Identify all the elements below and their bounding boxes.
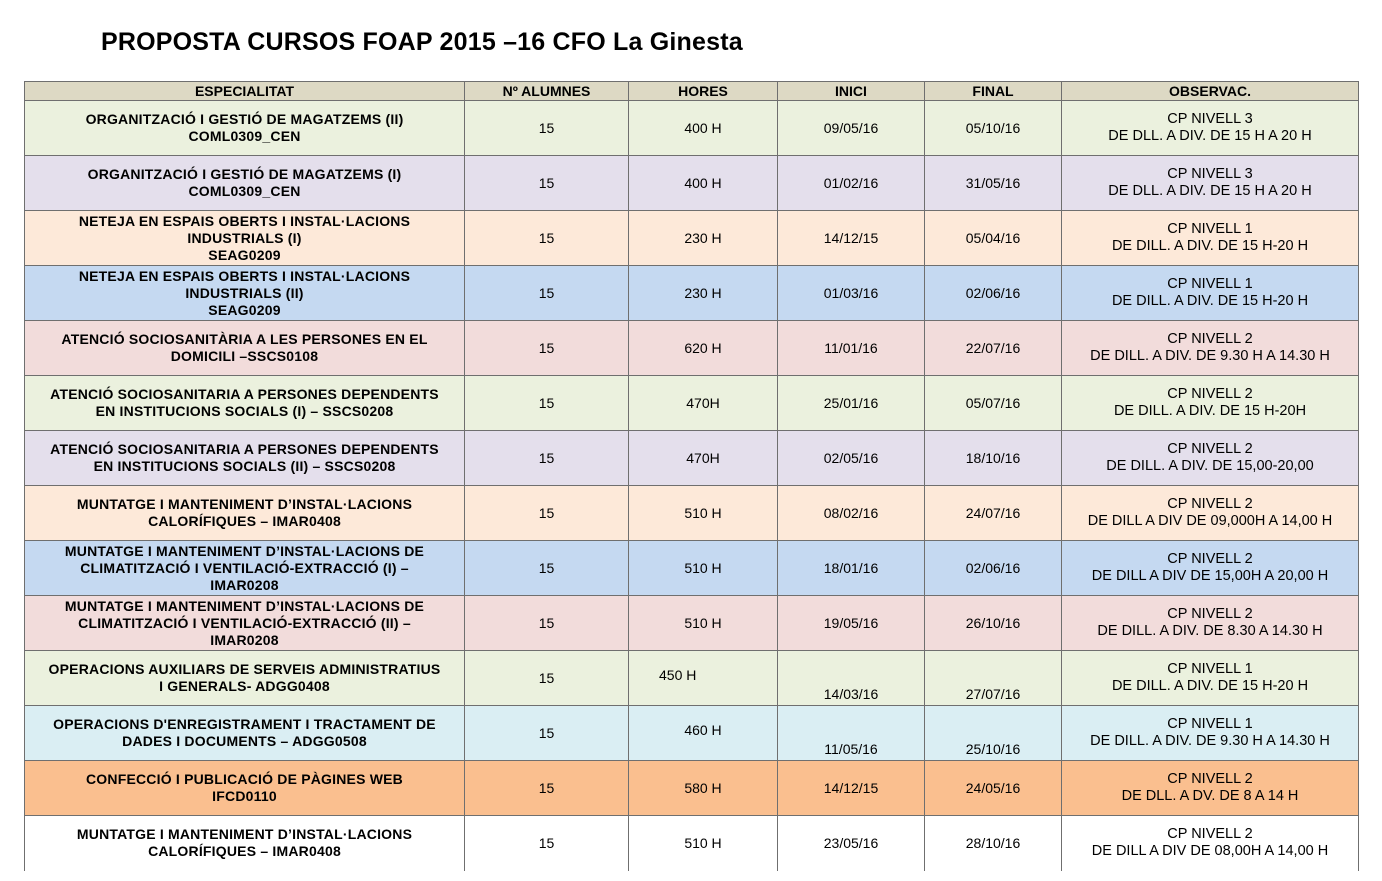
cell-especialitat: ORGANITZACIÓ I GESTIÓ DE MAGATZEMS (I) COML0309_CEN [25,156,465,211]
header-especialitat: ESPECIALITAT [25,82,465,101]
cell-especialitat: MUNTATGE I MANTENIMENT D’INSTAL·LACIONS CALORÍFIQUES – IMAR0408 [25,816,465,871]
cell-observac: CP NIVELL 1 DE DILL. A DIV. DE 15 H-20 H [1062,651,1359,706]
cell-final: 31/05/16 [925,156,1062,211]
cell-inici: 01/03/16 [778,266,925,321]
table-row [25,431,1359,486]
cell-hores: 470H [629,376,778,431]
cell-alumnes: 15 [465,431,629,486]
page-title: PROPOSTA CURSOS FOAP 2015 –16 CFO La Ginesta [101,28,743,56]
cell-alumnes: 15 [465,596,629,651]
cell-inici: 01/02/16 [778,156,925,211]
cell-alumnes: 15 [465,321,629,376]
cell-inici: 09/05/16 [778,101,925,156]
cell-hores: 450 H [629,651,778,706]
table-row [25,651,1359,706]
courses-table [24,81,1359,871]
cell-observac: CP NIVELL 1 DE DILL. A DIV. DE 9.30 H A 14.30 H [1062,706,1359,761]
cell-observac: CP NIVELL 2 DE DILL. A DIV. DE 8.30 A 14.30 H [1062,596,1359,651]
table-row [25,486,1359,541]
table-header-row [25,82,1359,101]
cell-observac: CP NIVELL 2 DE DLL. A DV. DE 8 A 14 H [1062,761,1359,816]
cell-observac: CP NIVELL 2 DE DILL A DIV DE 08,00H A 14,00 H [1062,816,1359,871]
header-hores: HORES [629,82,778,101]
cell-alumnes: 15 [465,156,629,211]
table-row [25,541,1359,596]
header-alumnes: Nº ALUMNES [465,82,629,101]
cell-alumnes: 15 [465,541,629,596]
cell-observac: CP NIVELL 2 DE DILL A DIV DE 15,00H A 20,00 H [1062,541,1359,596]
cell-final: 05/07/16 [925,376,1062,431]
cell-hores: 460 H [629,706,778,761]
cell-especialitat: NETEJA EN ESPAIS OBERTS I INSTAL·LACIONS INDUSTRIALS (I) SEAG0209 [25,211,465,266]
cell-inici: 23/05/16 [778,816,925,871]
cell-inici: 11/01/16 [778,321,925,376]
cell-final: 24/07/16 [925,486,1062,541]
cell-inici: 02/05/16 [778,431,925,486]
cell-alumnes: 15 [465,101,629,156]
table-row [25,101,1359,156]
cell-inici: 14/12/15 [778,761,925,816]
cell-especialitat: OPERACIONS D'ENREGISTRAMENT I TRACTAMENT DE DADES I DOCUMENTS – ADGG0508 [25,706,465,761]
cell-hores: 510 H [629,596,778,651]
table-row [25,596,1359,651]
cell-inici: 14/12/15 [778,211,925,266]
cell-inici: 11/05/16 [778,706,925,761]
table-row [25,156,1359,211]
cell-especialitat: ORGANITZACIÓ I GESTIÓ DE MAGATZEMS (II) COML0309_CEN [25,101,465,156]
cell-hores: 230 H [629,266,778,321]
cell-hores: 510 H [629,541,778,596]
cell-especialitat: MUNTATGE I MANTENIMENT D’INSTAL·LACIONS DE CLIMATITZACIÓ I VENTILACIÓ-EXTRACCIÓ (II) – IMAR0208 [25,596,465,651]
cell-especialitat: CONFECCIÓ I PUBLICACIÓ DE PÀGINES WEB IFCD0110 [25,761,465,816]
cell-observac: CP NIVELL 2 DE DILL. A DIV. DE 15 H-20H [1062,376,1359,431]
cell-final: 05/04/16 [925,211,1062,266]
cell-observac: CP NIVELL 2 DE DILL. A DIV. DE 15,00-20,00 [1062,431,1359,486]
cell-especialitat: OPERACIONS AUXILIARS DE SERVEIS ADMINISTRATIUS I GENERALS- ADGG0408 [25,651,465,706]
cell-inici: 19/05/16 [778,596,925,651]
cell-alumnes: 15 [465,376,629,431]
header-final: FINAL [925,82,1062,101]
cell-inici: 25/01/16 [778,376,925,431]
cell-final: 25/10/16 [925,706,1062,761]
cell-observac: CP NIVELL 3 DE DLL. A DIV. DE 15 H A 20 H [1062,101,1359,156]
cell-especialitat: MUNTATGE I MANTENIMENT D’INSTAL·LACIONS CALORÍFIQUES – IMAR0408 [25,486,465,541]
cell-hores: 620 H [629,321,778,376]
cell-inici: 14/03/16 [778,651,925,706]
cell-hores: 580 H [629,761,778,816]
cell-final: 18/10/16 [925,431,1062,486]
cell-hores: 510 H [629,486,778,541]
header-inici: INICI [778,82,925,101]
cell-final: 26/10/16 [925,596,1062,651]
cell-hores: 230 H [629,211,778,266]
cell-observac: CP NIVELL 1 DE DILL. A DIV. DE 15 H-20 H [1062,266,1359,321]
cell-especialitat: ATENCIÓ SOCIOSANITARIA A PERSONES DEPENDENTS EN INSTITUCIONS SOCIALS (I) – SSCS0208 [25,376,465,431]
cell-alumnes: 15 [465,816,629,871]
cell-observac: CP NIVELL 3 DE DLL. A DIV. DE 15 H A 20 H [1062,156,1359,211]
table-row [25,761,1359,816]
cell-final: 02/06/16 [925,541,1062,596]
cell-alumnes: 15 [465,266,629,321]
cell-final: 22/07/16 [925,321,1062,376]
cell-hores: 400 H [629,101,778,156]
cell-inici: 08/02/16 [778,486,925,541]
cell-alumnes: 15 [465,706,629,761]
cell-especialitat: ATENCIÓ SOCIOSANITARIA A PERSONES DEPENDENTS EN INSTITUCIONS SOCIALS (II) – SSCS0208 [25,431,465,486]
cell-final: 05/10/16 [925,101,1062,156]
cell-hores: 400 H [629,156,778,211]
table-row [25,816,1359,871]
cell-final: 02/06/16 [925,266,1062,321]
cell-final: 24/05/16 [925,761,1062,816]
cell-especialitat: NETEJA EN ESPAIS OBERTS I INSTAL·LACIONS INDUSTRIALS (II) SEAG0209 [25,266,465,321]
header-observac: OBSERVAC. [1062,82,1359,101]
cell-final: 28/10/16 [925,816,1062,871]
cell-especialitat: ATENCIÓ SOCIOSANITÀRIA A LES PERSONES EN EL DOMICILI –SSCS0108 [25,321,465,376]
table-row [25,266,1359,321]
table-row [25,211,1359,266]
cell-hores: 510 H [629,816,778,871]
cell-alumnes: 15 [465,761,629,816]
cell-alumnes: 15 [465,486,629,541]
cell-observac: CP NIVELL 2 DE DILL A DIV DE 09,000H A 14,00 H [1062,486,1359,541]
table-row [25,376,1359,431]
cell-observac: CP NIVELL 1 DE DILL. A DIV. DE 15 H-20 H [1062,211,1359,266]
table-row [25,706,1359,761]
cell-alumnes: 15 [465,211,629,266]
cell-observac: CP NIVELL 2 DE DILL. A DIV. DE 9.30 H A 14.30 H [1062,321,1359,376]
cell-especialitat: MUNTATGE I MANTENIMENT D’INSTAL·LACIONS DE CLIMATITZACIÓ I VENTILACIÓ-EXTRACCIÓ (I) – IMAR0208 [25,541,465,596]
cell-alumnes: 15 [465,651,629,706]
cell-inici: 18/01/16 [778,541,925,596]
cell-hores: 470H [629,431,778,486]
table-row [25,321,1359,376]
cell-final: 27/07/16 [925,651,1062,706]
